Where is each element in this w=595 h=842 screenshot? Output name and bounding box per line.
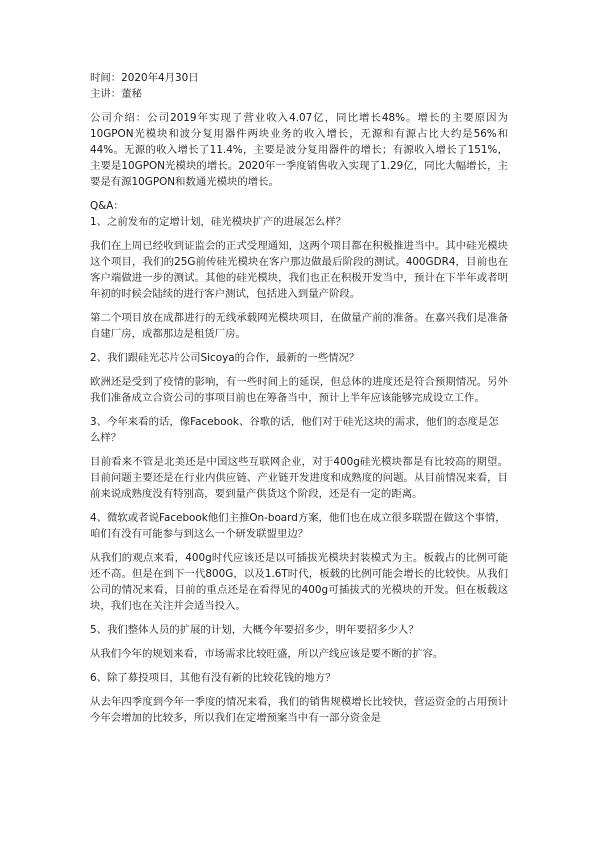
qa-heading: Q&A： [90,200,124,212]
question-3: 3、今年来看的话，像Facebook、谷歌的话，他们对于硅光这块的需求，他们的态度是怎么样？ [90,416,499,444]
meeting-time: 时间：2020年4月30日 [90,72,199,84]
qa-item-6 [90,670,508,726]
question-6: 6、除了募投项目，其他有没有新的比较花钱的地方？ [90,672,336,684]
meeting-host: 主讲：董秘 [90,88,142,100]
answer-3-para-1: 目前看来不管是北美还是中国这些互联网企业，对于400g硅光模块都是有比较高的期望。目前问题主要还是在行业内供应链、产业链开发进度和成熟度的问题。从目前情况来看，目前来说成熟度没有特别高，要到量产供货这个阶段，还是有一定的距离。 [90,456,508,500]
company-intro: 公司介绍：公司2019年实现了营业收入4.07亿，同比增长48%。增长的主要原因为10GPON光模块和波分复用器件两块业务的收入增长，无源和有源占比大约是56%和44%。无源的收入增长了11.4%，主要是波分复用器件的增长；有源收入增长了151%，主要是10GPON光模块的增长。2020年一季度销售收入实现了1.29亿，同比大幅增长，主要是有源10GPON和数通光模块的增长。 [90,112,508,188]
question-1: 1、之前发布的定增计划，硅光模块扩产的进展怎么样？ [90,216,346,228]
answer-6-para-1: 从去年四季度到今年一季度的情况来看，我们的销售规模增长比较快，营运资金的占用预计今年会增加的比较多，所以我们在定增预案当中有一部分资金是 [90,696,508,724]
qa-item-3 [90,414,508,502]
answer-5-para-1: 从我们今年的规划来看，市场需求比较旺盛，所以产线应该是要不断的扩容。 [90,648,444,660]
answer-1-para-1: 我们在上周已经收到证监会的正式受理通知，这两个项目都在积极推进当中。其中硅光模块这个项目，我们的25G前传硅光模块在客户那边做最后阶段的测试。400GDR4，目前也在客户端做进一步的测试。其他的硅光模块，我们也正在积极开发当中，预计在下半年或者明年初的时候会陆续的进行客户测试，包括进入到量产阶段。 [90,240,508,300]
answer-4-para-1: 从我们的观点来看，400g时代应该还是以可插拔光模块封装模式为主。板载占的比例可能还不高。但是在到下一代800G，以及1.6T时代，板载的比例可能会增长的比较快。从我们公司的情况来看，目前的重点还是在看得见的400g可插拔式的光模块的开发。但在板载这块，我们也在关注并会适当投入。 [90,552,508,612]
answer-1-para-2: 第二个项目放在成都进行的无线承载网光模块项目，在做量产前的准备。在嘉兴我们是准备自建厂房，成都那边是租赁厂房。 [90,312,508,340]
question-4: 4、微软或者说Facebook他们主推On-board方案，他们也在成立很多联盟在做这个事情，咱们有没有可能参与到这么一个研发联盟里边？ [90,512,506,540]
question-2: 2、我们跟硅光芯片公司Sicoya的合作，最新的一些情况？ [90,352,360,364]
meeting-meta [90,70,508,102]
qa-item-4 [90,510,508,614]
qa-item-1 [90,214,508,342]
qa-item-2 [90,350,508,406]
qa-item-5 [90,622,508,662]
question-5: 5、我们整体人员的扩展的计划，大概今年要招多少，明年要招多少人？ [90,624,419,636]
document-body [90,70,508,734]
answer-2-para-1: 欧洲还是受到了疫情的影响，有一些时间上的延误，但总体的进度还是符合预期情况。另外我们准备成立合资公司的事项目前也在筹备当中，预计上半年应该能够完成设立工作。 [90,376,508,404]
